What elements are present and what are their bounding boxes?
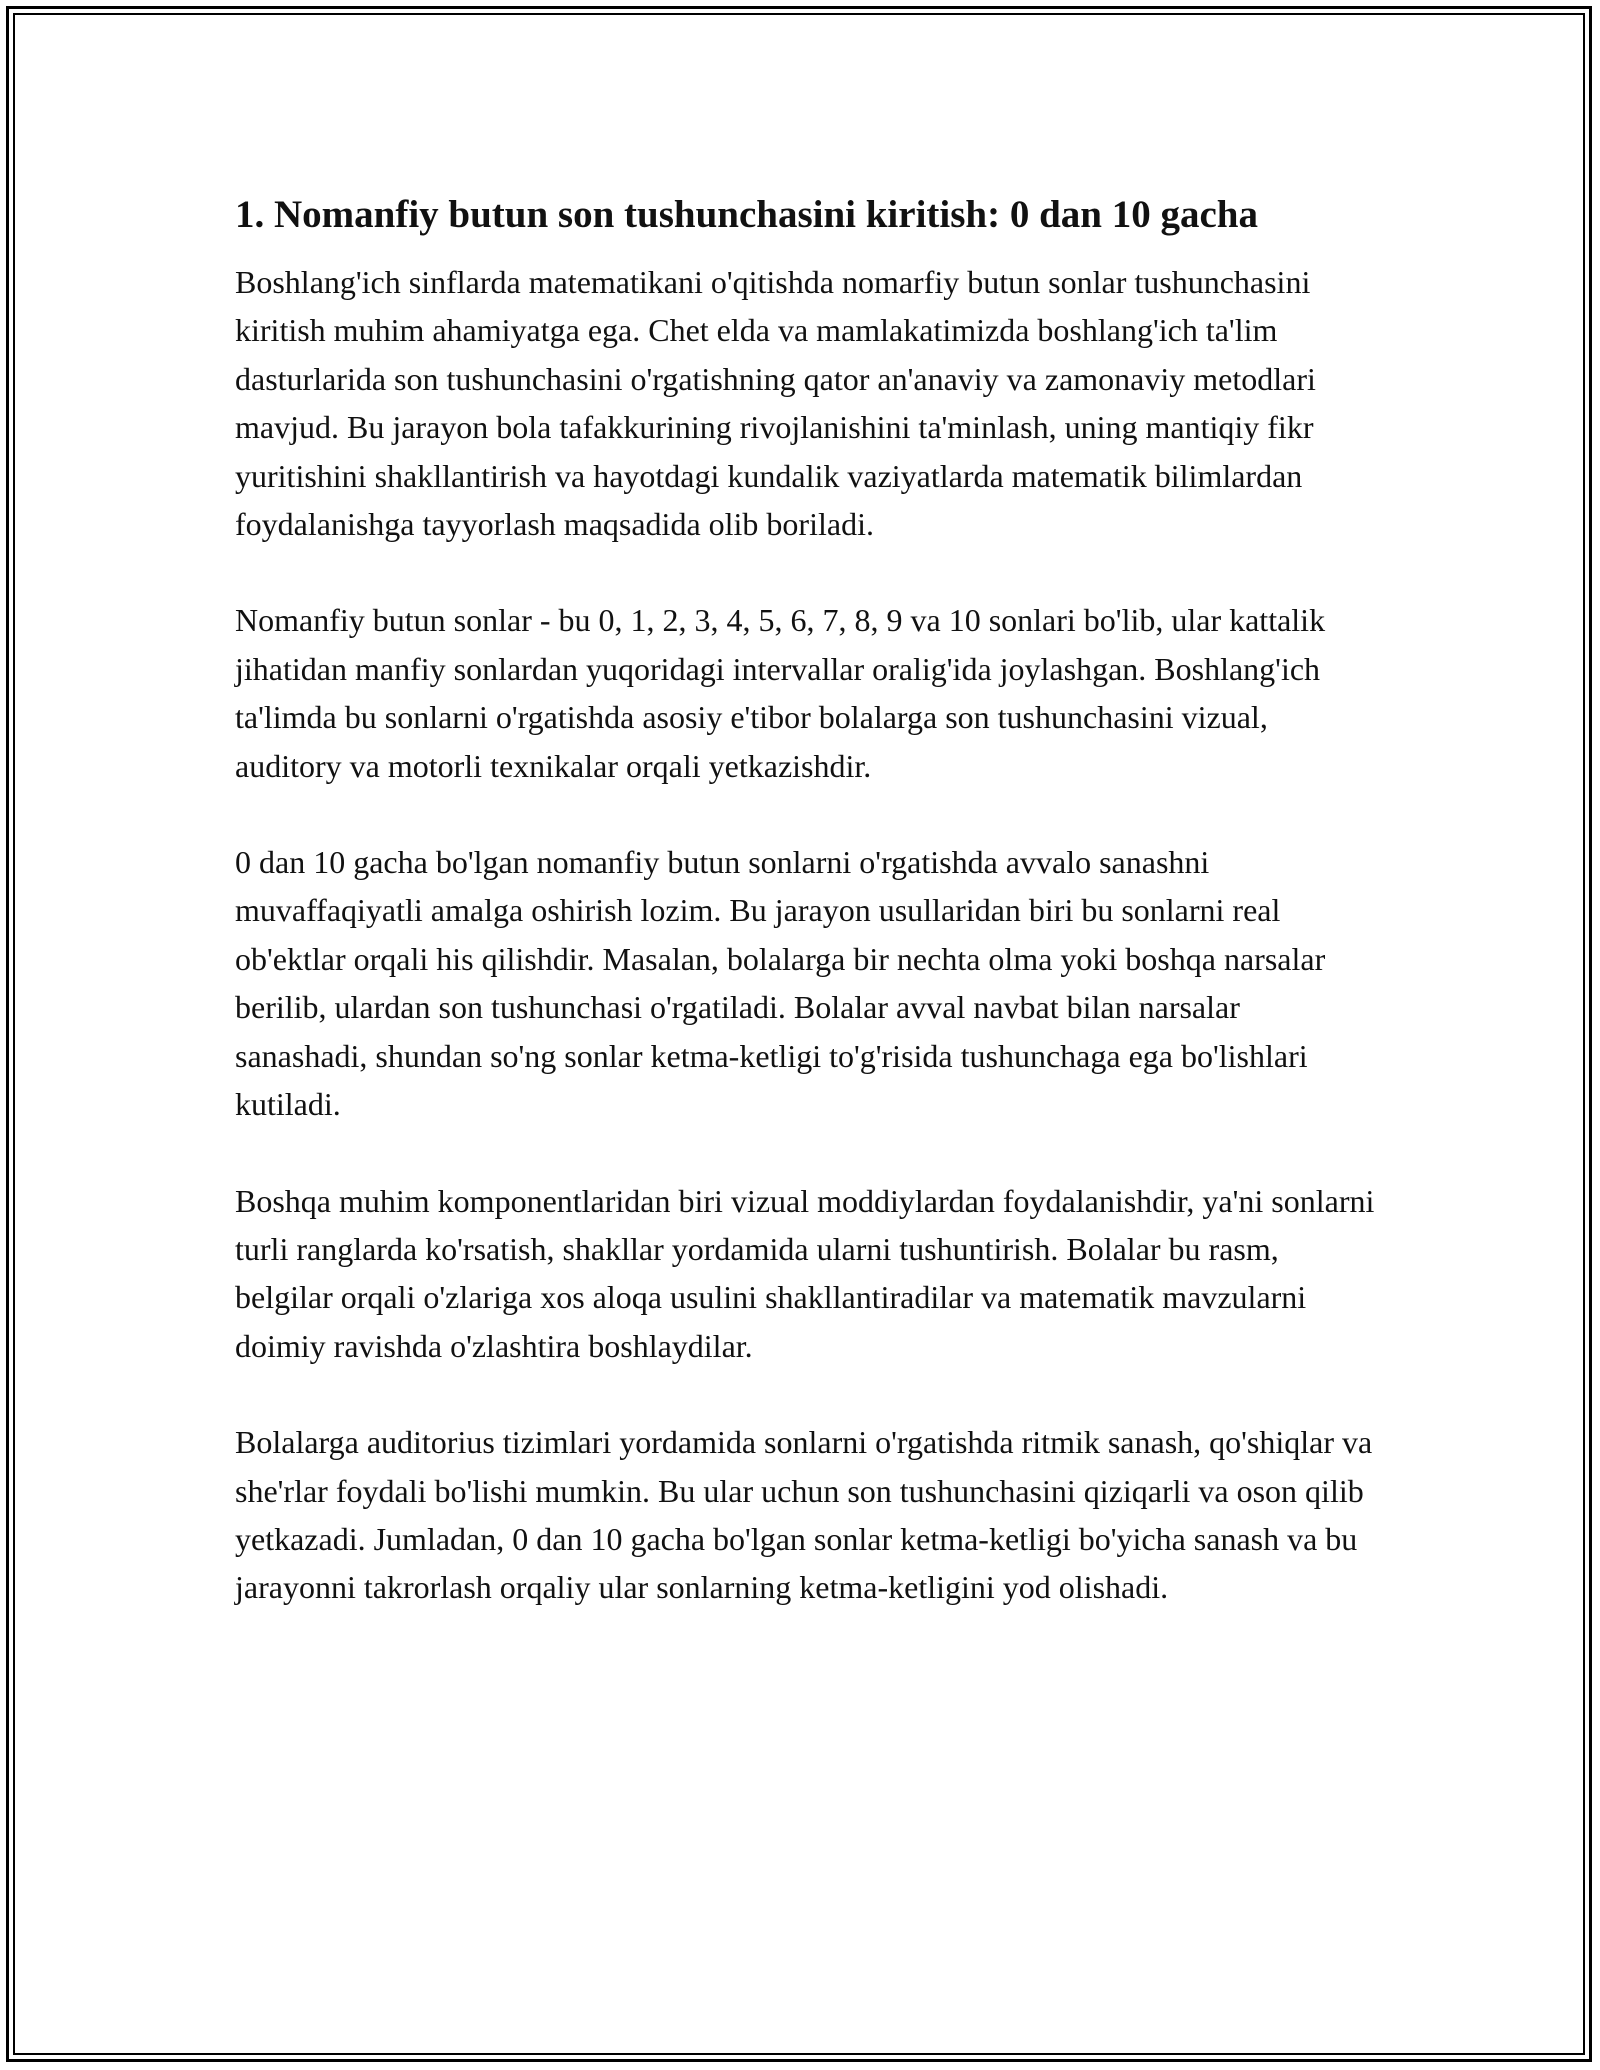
paragraph-4: Boshqa muhim komponentlaridan biri vizual moddiylardan foydalanishdir, ya'ni sonlarni turli ranglarda ko'rsatish, shakllar yordamida ularni tushuntirish. Bolalar bu rasm, belgilar orqali o'zlariga xos aloqa usulini shakllantiradilar va matematik mavzularni doimiy ravishda o'zlashtira boshlaydilar. [235, 1182, 1375, 1364]
paragraph-3: 0 dan 10 gacha bo'lgan nomanfiy butun sonlarni o'rgatishda avvalo sanashni muvaffaqiyatli amalga oshirish lozim. Bu jarayon usullaridan biri bu sonlarni real ob'ektlar orqali his qilishdir. Masalan, bolalarga bir nechta olma yoki boshqa narsalar berilib, ulardan son tushunchasi o'rgatiladi. Bolalar avval navbat bilan narsalar sanashadi, shundan so'ng sonlar ketma-ketligi to'g'risida tushunchaga ega bo'lishlari kutiladi. [235, 844, 1326, 1123]
paragraph-2: Nomanfiy butun sonlar - bu 0, 1, 2, 3, 4, 5, 6, 7, 8, 9 va 10 sonlari bo'lib, ular kattalik jihatidan manfiy sonlardan yuqoridagi intervallar oralig'ida joylashgan. Boshlang'ich ta'limda bu sonlarni o'rgatishda asosiy e'tibor bolalarga son tushunchasini vizual, auditory va motorli texnikalar orqali yetkazishdir. [235, 602, 1326, 784]
document-body [235, 186, 1375, 1660]
paragraph-5: Bolalarga auditorius tizimlari yordamida sonlarni o'rgatishda ritmik sanash, qo'shiqlar va she'rlar foydali bo'lishi mumkin. Bu ular uchun son tushunchasini qiziqarli va oson qilib yetkazadi. Jumladan, 0 dan 10 gacha bo'lgan sonlar ketma-ketligi bo'yicha sanash va bu jarayonni takrorlash orqaliy ular sonlarning ketma-ketligini yod olishadi. [235, 1424, 1373, 1606]
paragraph-1: Boshlang'ich sinflarda matematikani o'qitishda nomarfiy butun sonlar tushunchasini kiritish muhim ahamiyatga ega. Chet elda va mamlakatimizda boshlang'ich ta'lim dasturlarida son tushunchasini o'rgatishning qator an'anaviy va zamonaviy metodlari mavjud. Bu jarayon bola tafakkurining rivojlanishini ta'minlash, uning mantiqiy fikr yuritishini shakllantirish va hayotdagi kundalik vaziyatlarda matematik bilimlardan foydalanishga tayyorlash maqsadida olib boriladi. [235, 264, 1316, 543]
section-heading: 1. Nomanfiy butun son tushunchasini kiritish: 0 dan 10 gacha [235, 193, 1258, 236]
